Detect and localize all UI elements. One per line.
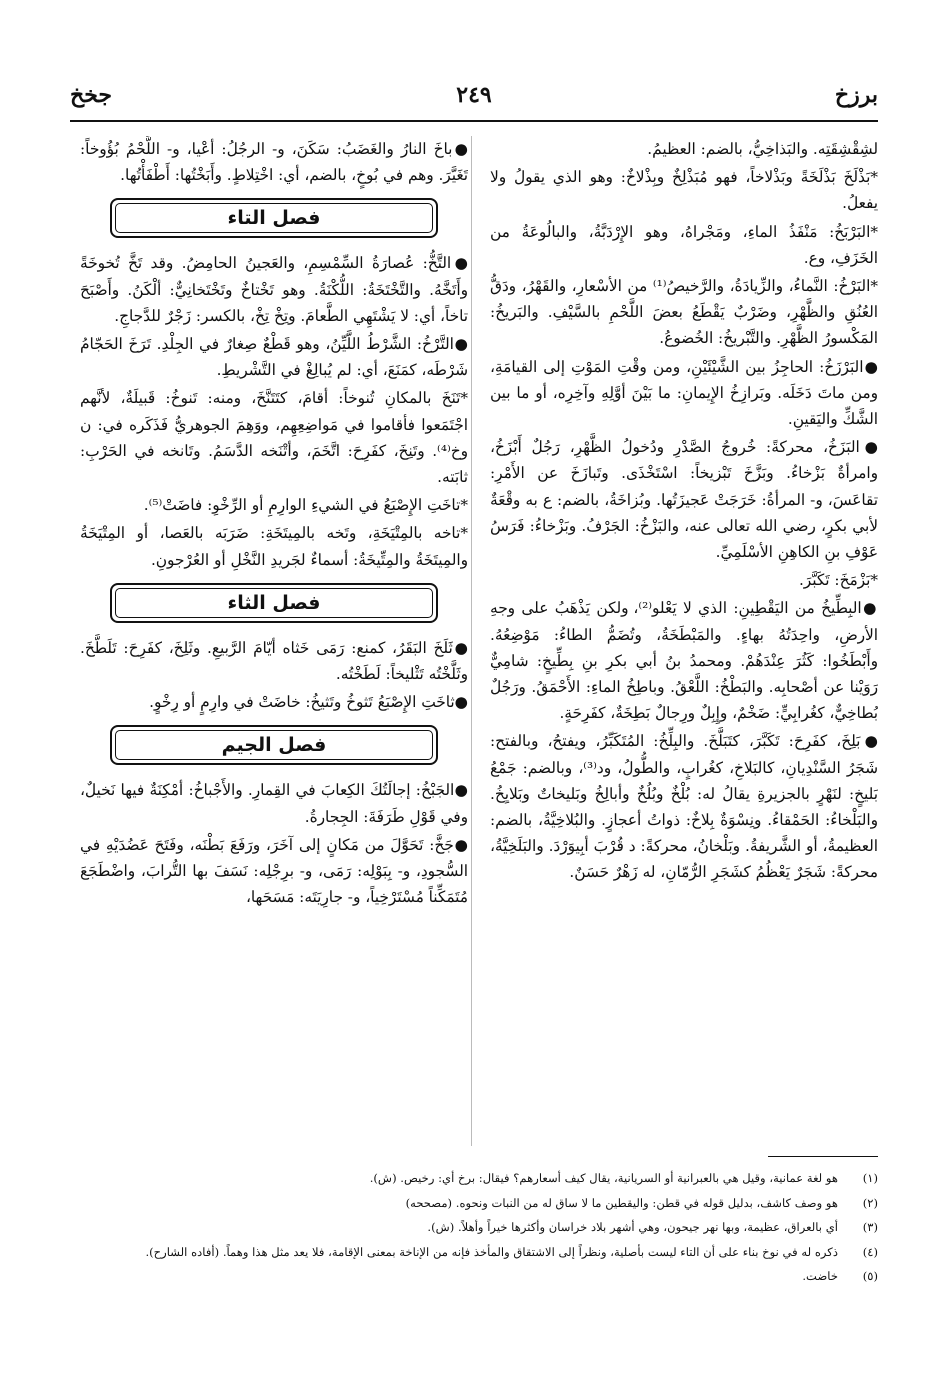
footnote: [70, 1240, 878, 1265]
right-column: [490, 136, 878, 1146]
section-header-jeem: [110, 725, 438, 765]
page-header: [70, 82, 878, 116]
footnote-text: هو وصف كاشف، بدليل قوله في قطن: واليقطين ما لا ساق له من النبات ونحوه. (مصححه): [405, 1195, 838, 1210]
footnote: [70, 1215, 878, 1240]
footnote-number: (١): [862, 1171, 878, 1185]
entry: ●البَرْزَخُ: الحاجِزُ بين الشَّيْئَيْنِ، ومن وقْتِ المَوْتِ إلى القيامَةِ، ومن ماتَ دَخَلَه. وبَرازِخُ الإِيمانِ: ما بَيْنَ أوَّلِهِ وآخِرِه، أو ما بين الشَّكِّ واليَقينِ.: [490, 357, 878, 429]
entry: *بَذْلَخَ بَذْلَخَةً وبَذْلاخاً، فهو مُبَذْلِخٌ وبِذْلاخٌ: وهو الذي يقولُ ولا يفعلُ.: [490, 168, 878, 213]
section-title: فصل الثاء: [227, 591, 321, 614]
section-title: فصل الجيم: [221, 734, 327, 757]
entry: *البَرْخُ: النَّماءُ، والزِّيادَةُ، والرَّخيصُ⁽¹⁾ من الأسْعارِ، والقَهْرُ، ودَقُّ العُنُقِ والظَّهْرِ، وضَرْبٌ يَقْطَعُ بعضَ اللَّحْمِ بالسَّيْفِ. والبَريخُ: المَكْسورُ الظَّهْرِ. والتَّبْريخُ: الخُضوعُ.: [490, 277, 878, 348]
entry: ●بَلِخَ، كفَرِحَ: تَكَبَّرَ، كتَبَلَّخَ. والبِلِّخُ: المُتَكَبِّرُ، ويفتحُ، وبالفتح: شَجَرُ السَّنْدِيانِ، كالبَلاخِ، كغُرابٍ، والطُّولُ، ود⁽³⁾، وبالضم: جَمْعُ بَليخٍ: لنَهْرٍ بالجزيرةِ يقالُ له: بُلْخٌ وبُلُخٌ وأبالِخُ وبَليخاتٌ وبَلايِخُ. والبَلْخاءُ: الحَمْقاءُ. ونِسْوَةٌ بِلاخٌ: ذواتُ أعجازٍ. والبُلاخِيَّةُ، بالضم: العظيمةُ، أو الشَّريفةُ. وبَلْخانُ، محركةً: د قُرْبَ أبِيوَرْدَ. والبَلَخِيَّةُ، محركةً: شَجَرٌ يَعْظُمُ كشَجَرِ الرُّمّانِ، له زَهْرٌ حَسَنٌ.: [490, 732, 878, 882]
entry: *تاخَتِ الإِصْبَعُ في الشيءِ الوارِمِ أو الرِّخْوِ: فاضَتْ⁽⁵⁾.: [143, 496, 468, 515]
entry: ●التَّرْخُ: الشَّرْطُ اللَّيِّنُ، وهو قَطْعٌ صِغارٌ في الجِلْدِ. تَرَخَ الحَجّامُ شَرْطَه، كمَنَعَ، أي: لم يُبالِغْ في التَّشْريطِ.: [80, 335, 468, 380]
entry: ●الجَبْخُ: إجالَتُكَ الكِعابَ في القِمارِ. والأَجْباخُ: أمْكِنَةٌ فيها نَخيلٌ، وفي قَوْلِ طَرَفَةَ: الجِجارةُ.: [80, 781, 468, 826]
footnote: [70, 1166, 878, 1191]
footnotes: [70, 1166, 878, 1289]
footnote-text: أي بالعراق، عظيمة، وبها نهر جيحون، وهي أشهر بلاد خراسان وأكثرها خيراً وأهلاً. (ش).: [427, 1220, 838, 1234]
footnote: [70, 1191, 878, 1216]
entry: *البَرْبَخُ: مَنْفَذُ الماءِ، ومَجْراهُ، وهو الإِرْدَبَّةُ، والبالُوعَةُ من الخَزَفِ، وع.: [490, 222, 878, 267]
footnote-text: خاضت.: [802, 1269, 838, 1283]
header-first-word: برزخ: [834, 82, 878, 108]
entry: ●باخَ النارُ والغَضَبُ: سَكَنَ، و- الرجُلُ: أعْيا، و- اللَّحْمُ بُؤُوخاً: تَغَيَّرَ. وهم في بُوخٍ، بالضم، أي: اخْتِلاطٍ. وأَبَخْتُها: أَطْفَأْتُها.: [80, 140, 468, 185]
footnote-text: ذكره له في نوخ بناء على أن التاء ليست بأصلية، ونظراً إلى الاشتقاق والمأخذ فإنه من الإناخة بمعنى الإقامة، فلا يعد مثل هذا وهماً. (أفاده الشارح).: [145, 1244, 838, 1259]
footnote-number: (٥): [862, 1269, 878, 1283]
entry: ●ثاخَتِ الإِصْبَعُ تَثوخُ وتَثيخُ: خاضَتْ في وارِمٍ أو رِخْوٍ.: [149, 693, 468, 712]
entry: ●ثَلَخَ البَقَرُ، كمنع: رَمَى خَثاه أيّامَ الرَّبيعِ. وثَلِخَ، كفَرِحَ: تَلَطَّخَ. وثَلَّخْتُه تَثْليخاً: لَطَخْتُه.: [80, 638, 468, 684]
entry: *تَنَخَ بالمكانِ تُنوخاً: أقامَ، كتَتَنَّخَ، ومنه: تَنوخُ: قَبيلَةٌ، لأنَّهم اجْتَمَعوا فأقاموا في مَواضِعِهِم، ووَهِمَ الجوهريُّ فَذَكَره في: ن وخ⁽⁴⁾. وتَنِخَ، كفَرِحَ: اتَّخَمَ، وأتْنَخه الدَّسَمُ. وتَانخه في الحَرْبِ: ثابَته.: [80, 389, 468, 487]
entry: ●البَزَخُ، محركةً: خُروجُ الصَّدْرِ ودُخولُ الظَّهْرِ، رَجُلٌ أَبْزَخُ، وامرأةٌ بَزْخاءُ. وبَزَّخَ تَبْزيخاً: اسْتَخْذَى. وتَبازَخَ عن الأَمْرِ: تقاعَسَ، و- المرأةُ: خَرَجَتْ عَجيزَتُها. وبُزاخَةُ، بالضم: ع به وقْعَةٌ لأبي بكرٍ، رضي الله تعالى عنه، والبَزْخُ: الجَرْفُ. وبَزْخاءُ: فَرَسُ عَوْفِ بنِ الكاهِنِ الأسْلَمِيِّ.: [490, 438, 878, 562]
entry: ●التَّخُّ: عُصارَةُ السِّمْسِمِ، والعَجينُ الحامِضُ. وقد تَخَّ تُخوخَةً وأَتَخَّهُ. والتَّخْتَخَةُ: اللُّكْنَةُ. وهو تَخْتاخٌ وتَخْتَخانِيٌّ: ألْكَنُ. وأَصْبَحَ تاخاً، أي: لا يَشْتَهِي الطَّعامَ. وتِخْ تِخْ، بالكسر: زَجْرٌ للدَّجاجِ.: [80, 254, 468, 325]
entry: ●جَخَّ: تَحَوَّلَ من مَكانٍ إلى آخَرَ، ورَفَعَ بَطْنَه، وفَتَحَ عَضُدَيْهِ في السُّجودِ، و- بِبَوْلِه: رَمَى، و- برِجْلِه: نَسَفَ بها التُّرابَ، واضْطَجَعَ مُتَمَكِّناً مُسْتَرْخِياً، و- جارِيَتَه: مَسَحَها،: [80, 835, 468, 907]
page-number: ٢٤٩: [456, 82, 492, 108]
footnote: [70, 1264, 878, 1289]
footnote-number: (٢): [862, 1195, 878, 1210]
entry: *تاخه بالمِتْيَخَةِ، وتَخه بالمِيتَخَةِ: ضَرَبَه بالعَصا، أو المِتْيَخَةُ والمِيتَخَةُ والمِتِّيخَةُ: أسماءٌ لجَريدِ النَّخْلِ أو العُرْجونِ.: [80, 524, 468, 569]
left-column: [80, 136, 468, 1146]
entry: *بَزْمَخَ: تَكَبَّرَ.: [798, 571, 878, 590]
footnote-rule: [768, 1156, 878, 1157]
footnote-number: (٣): [862, 1220, 878, 1234]
column-divider: [471, 136, 472, 1146]
footnote-number: (٤): [862, 1244, 878, 1259]
header-last-word: جخخ: [70, 82, 113, 108]
entry: ●البِطِّيخُ من اليَقْطِينِ: الذي لا يَعْلو⁽²⁾، ولكن يَذْهَبُ على وجهِ الأرضِ، واحِدَتُهُ بهاءٍ. والمَبْطَخَةُ، وتُضَمُّ الطاءُ: مَوْضِعُهُ. وأَبْطَخُوا: كَثُرَ عِنْدَهُمْ. ومحمدُ بنُ أبي بكرِ بنِ بِطِّيخٍ: شامِيٌّ رَوَيْنا عن أصْحابِه. والبَطْخُ: اللَّعْقُ. وباطِخُ الماءِ: الأَحْمَقُ. ورَجُلٌ بُطاخِيٌّ، كغُرابِيٍّ: ضَخْمٌ، وإِبِلٌ ورِجالٌ بَطِخَةٌ، كفَرِحَةٍ.: [490, 599, 878, 723]
section-title: فصل التاء: [227, 207, 321, 230]
section-header-thaa: [110, 583, 438, 623]
section-header-taa: [110, 198, 438, 238]
entry: لشِقْشِقَتِه. والبَذاخِيُّ، بالضم: العظيمُ.: [647, 140, 878, 158]
header-rule: [70, 120, 878, 122]
footnote-text: هو لغة عمانية، وقيل هي بالعبرانية أو السريانية، يقال كيف أسعارهم؟ فيقال: برخ أي: رخيص. (ش).: [369, 1171, 838, 1185]
